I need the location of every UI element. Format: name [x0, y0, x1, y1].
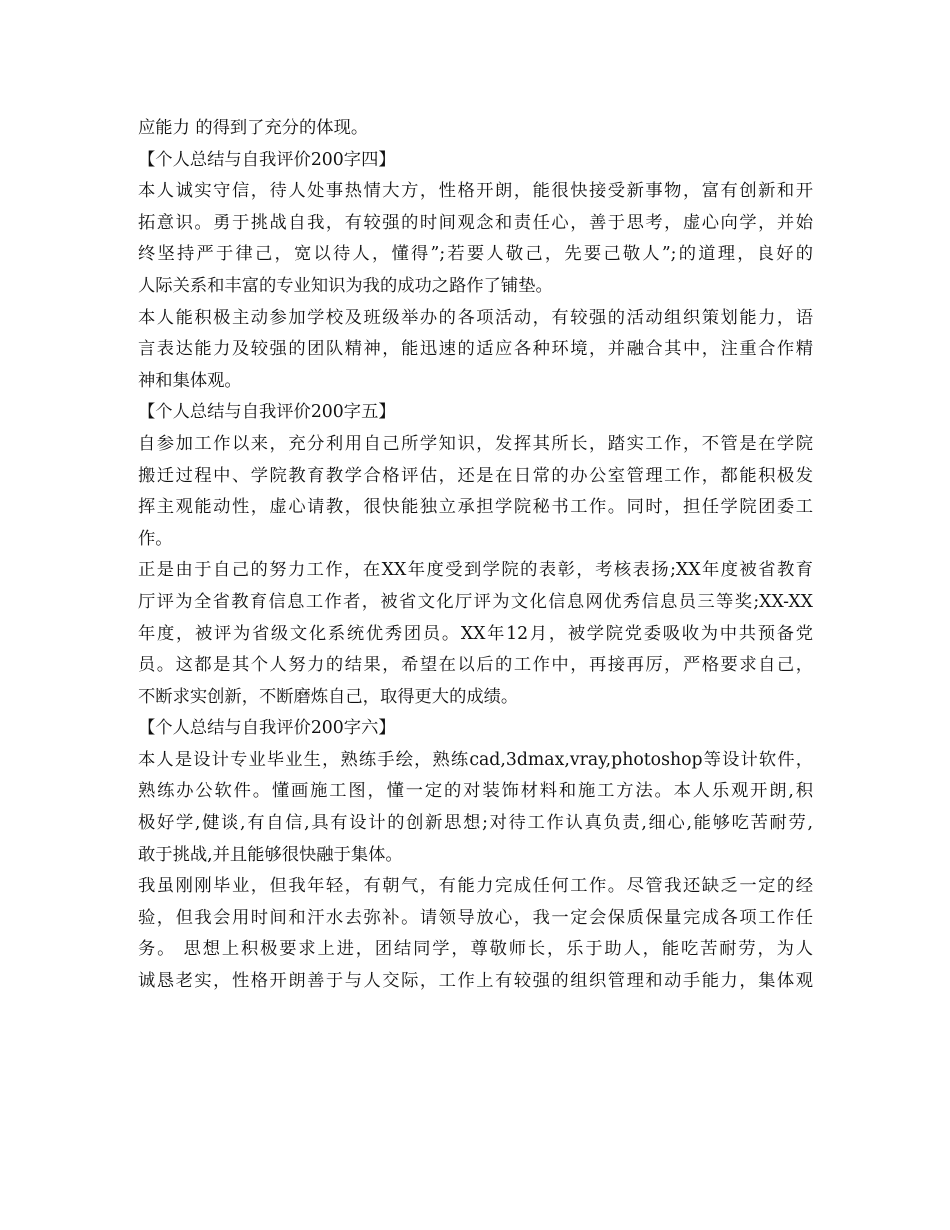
text-line: 搬迁过程中、学院教育教学合格评估，还是在日常的办公室管理工作，都能积极发: [138, 465, 813, 486]
text-line: 验，但我会用时间和汗水去弥补。请领导放心，我一定会保质保量完成各项工作任: [138, 907, 813, 928]
document-page: [138, 113, 813, 998]
text-line: 挥主观能动性，虚心请教，很快能独立承担学院秘书工作。同时，担任学院团委工: [138, 497, 813, 518]
text-line: 极好学,健谈,有自信,具有设计的创新思想;对待工作认真负责,细心,能够吃苦耐劳,: [138, 813, 813, 834]
text-line: 本人是设计专业毕业生，熟练手绘，熟练cad,3dmax,vray,photoshop等设计软件，: [138, 749, 813, 770]
section-heading: 【个人总结与自我评价200字四】: [138, 149, 396, 170]
text-line: 终坚持严于律己，宽以待人，懂得”;若要人敬己，先要己敬人”;的道理，良好的: [138, 244, 813, 265]
text-line: 本人能积极主动参加学校及班级举办的各项活动，有较强的活动组织策划能力，语: [138, 307, 813, 328]
section-heading: 【个人总结与自我评价200字五】: [138, 402, 396, 423]
text-line: 正是由于自己的努力工作，在XX年度受到学院的表彰，考核表扬;XX年度被省教育: [138, 560, 813, 581]
text-line: 神和集体观。: [138, 370, 242, 391]
text-line: 熟练办公软件。懂画施工图，懂一定的对装饰材料和施工方法。本人乐观开朗,积: [138, 781, 813, 802]
text-line: 言表达能力及较强的团队精神，能迅速的适应各种环境，并融合其中，注重合作精: [138, 339, 813, 360]
text-line: 年度，被评为省级文化系统优秀团员。XX年12月，被学院党委吸收为中共预备党: [138, 623, 813, 644]
text-line: 务。 思想上积极要求上进，团结同学，尊敬师长，乐于助人，能吃苦耐劳，为人: [138, 939, 813, 960]
text-line: 员。这都是其个人努力的结果，希望在以后的工作中，再接再厉，严格要求自己，: [138, 655, 813, 676]
text-line: 拓意识。勇于挑战自我，有较强的时间观念和责任心，善于思考，虚心向学，并始: [138, 212, 813, 233]
text-line: 诚恳老实，性格开朗善于与人交际，工作上有较强的组织管理和动手能力，集体观: [138, 971, 813, 992]
text-line: 敢于挑战,并且能够很快融于集体。: [138, 844, 403, 865]
text-line: 人际关系和丰富的专业知识为我的成功之路作了铺垫。: [138, 275, 553, 296]
text-line: 自参加工作以来，充分利用自己所学知识，发挥其所长，踏实工作，不管是在学院: [138, 433, 813, 454]
text-line: 厅评为全省教育信息工作者，被省文化厅评为文化信息网优秀信息员三等奖;XX-XX: [138, 591, 813, 612]
text-line: 不断求实创新，不断磨炼自己，取得更大的成绩。: [138, 686, 519, 707]
text-line: 我虽刚刚毕业，但我年轻，有朝气，有能力完成任何工作。尽管我还缺乏一定的经: [138, 876, 813, 897]
text-line: 本人诚实守信，待人处事热情大方，性格开朗，能很快接受新事物，富有创新和开: [138, 181, 813, 202]
text-line: 应能力 的得到了充分的体现。: [138, 118, 369, 138]
section-heading: 【个人总结与自我评价200字六】: [138, 718, 396, 739]
text-line: 作。: [138, 528, 173, 549]
